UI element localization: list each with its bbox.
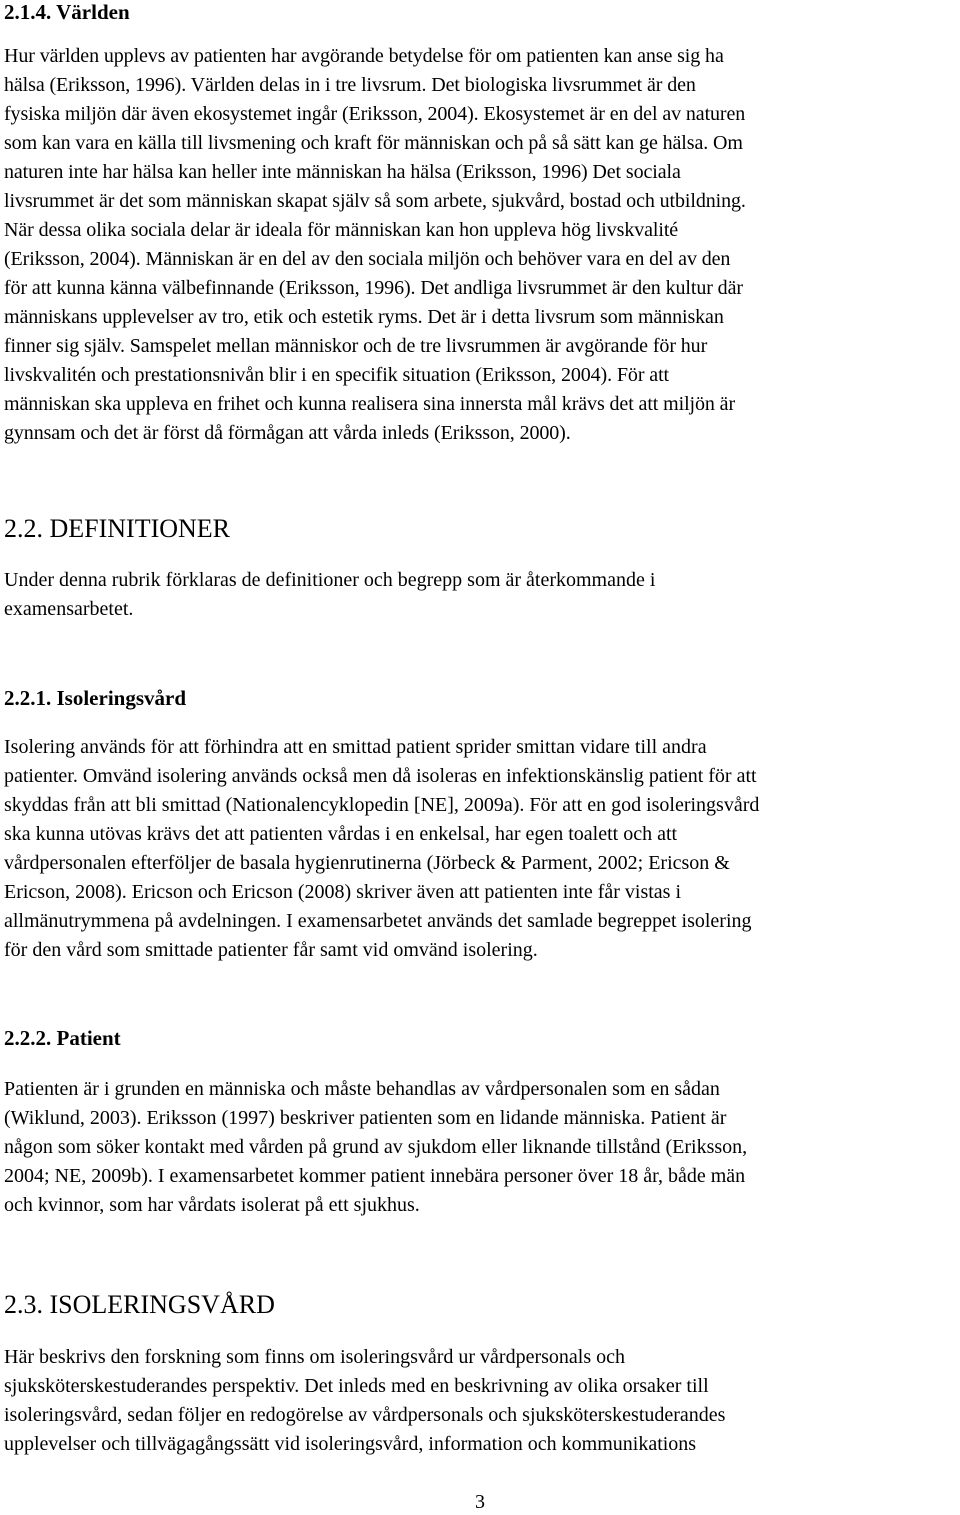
page-number: 3 (475, 1491, 485, 1513)
section-heading-isoleringsvard-def: 2.2.1. Isoleringsvård (4, 686, 187, 710)
paragraph-varlden: Hur världen upplevs av patienten har avgörande betydelse för om patienten kan anse sig ha hälsa (Eriksson, 1996). Världen delas in i tre livsrum. Det biologiska livsrummet är den fysiska miljön där även ekosystemet ingår (Eriksson, 2004). Ekosystemet är en del av naturen som kan vara en källa till livsmening och kraft för människan och på så sätt kan ge hälsa. Om naturen inte har hälsa kan heller inte människan ha hälsa (Eriksson, 1996) Det sociala livsrummet är det som människan skapat själv så som arbete, sjukvård, bostad och utbildning. När dessa olika sociala delar är ideala för människan kan hon uppleva hög livskvalité (Eriksson, 2004). Människan är en del av den sociala miljön och behöver vara en del av den för att kunna känna välbefinnande (Eriksson, 1996). Det andliga livsrummet är den kultur där människans upplevelser av tro, etik och estetik ryms. Det är i detta livsrum som människan finner sig själv. Samspelet mellan människor och de tre livsrummen är avgörande för hur livskvalitén och prestationsnivån blir i en specifik situation (Eriksson, 2004). För att människan ska uppleva en frihet och kunna realisera sina innersta mål krävs det att miljön är gynnsam och det är först då förmågan att vårda inleds (Eriksson, 2000). (4, 45, 746, 444)
paragraph-definitioner: Under denna rubrik förklaras de definitioner och begrepp som är återkommande i examensarbetet. (4, 569, 656, 620)
paragraph-patient: Patienten är i grunden en människa och måste behandlas av vårdpersonalen som en sådan (Wiklund, 2003). Eriksson (1997) beskriver patienten som en lidande människa. Patient är någon som söker kontakt med vården på grund av sjukdom eller liknande tillstånd (Eriksson, 2004; NE, 2009b). I examensarbetet kommer patient innebära personer över 18 år, både män och kvinnor, som har vårdats isolerat på ett sjukhus. (4, 1078, 748, 1216)
paragraph-isoleringsvard-def: Isolering används för att förhindra att en smittad patient sprider smittan vidare till andra patienter. Omvänd isolering används också men då isoleras en infektionskänslig patient för att skyddas från att bli smittad (Nationalencyklopedin [NE], 2009a). För att en god isoleringsvård ska kunna utövas krävs det att patienten vårdas i en enkelsal, har egen toalett och att vårdpersonalen efterföljer de basala hygienrutinerna (Jörbeck & Parment, 2002; Ericson & Ericson, 2008). Ericson och Ericson (2008) skriver även att patienten inte får vistas i allmänutrymmena på avdelningen. I examensarbetet används det samlade begreppet isolering för den vård som smittade patienter får samt vid omvänd isolering. (4, 736, 760, 961)
section-heading-isoleringsvard: 2.3. ISOLERINGSVÅRD (4, 1290, 275, 1319)
section-heading-varlden: 2.1.4. Världen (4, 0, 130, 24)
section-heading-definitioner: 2.2. DEFINITIONER (4, 514, 231, 543)
paragraph-isoleringsvard: Här beskrivs den forskning som finns om isoleringsvård ur vårdpersonals och sjuksköterskestuderandes perspektiv. Det inleds med en beskrivning av olika orsaker till isoleringsvård, sedan följer en redogörelse av vårdpersonals och sjuksköterskestuderandes upplevelser och tillvägagångssätt vid isoleringsvård, information och kommunikations (4, 1346, 726, 1455)
section-heading-patient: 2.2.2. Patient (4, 1026, 121, 1050)
